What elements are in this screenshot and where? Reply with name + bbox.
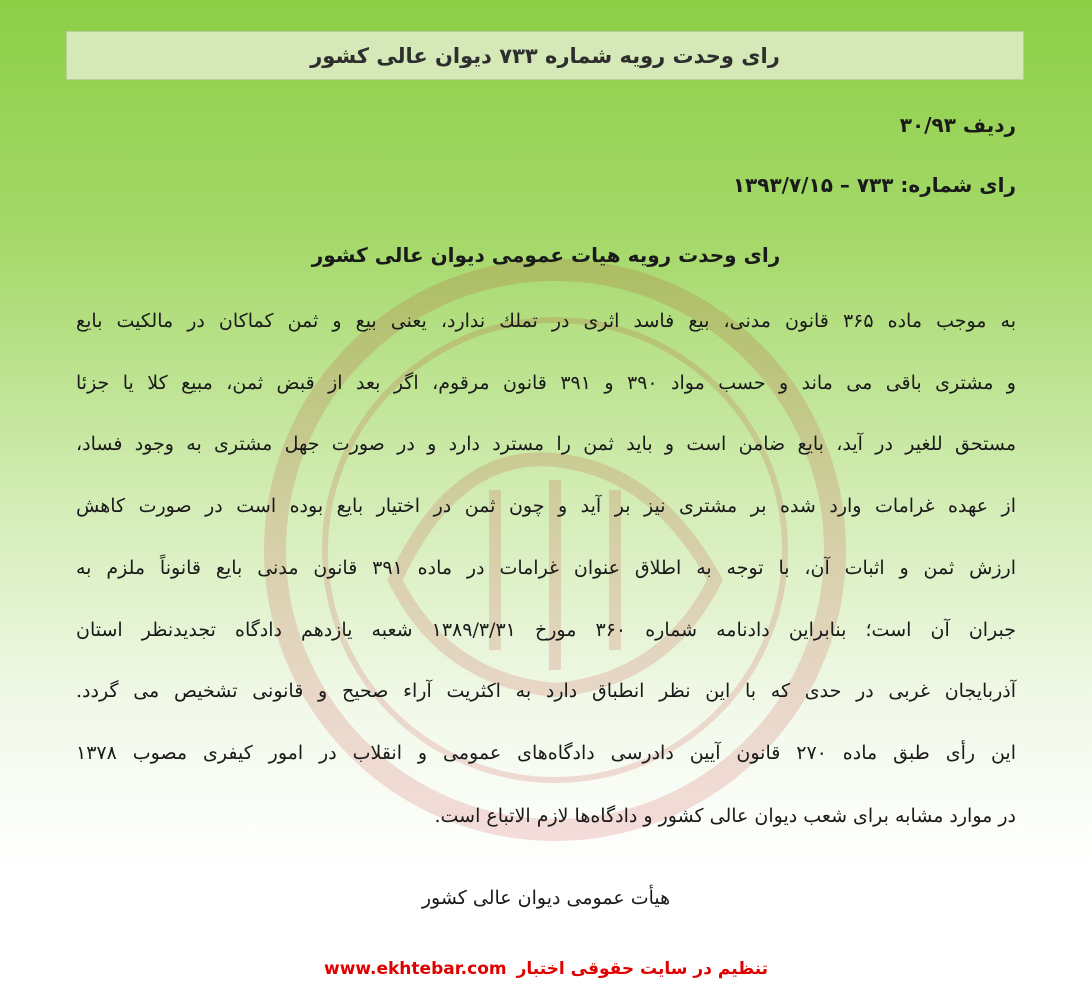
footer-label: تنظیم در سایت حقوقی اختبار: [516, 959, 769, 979]
footer-url-link[interactable]: www.ekhtebar.com: [323, 959, 507, 979]
row-number: ردیف ۳۰/۹۳: [899, 113, 1016, 137]
ruling-heading: رای وحدت رویه هیات عمومی دیوان عالی کشور: [311, 243, 781, 267]
footer-bar: [0, 950, 1092, 988]
signature: هیأت عمومی دیوان عالی کشور: [421, 887, 671, 909]
paragraph-line: ارزش ثمن و اثبات آن، با توجه به اطلاق عنوان غرامات در ماده ۳۹۱ قانون مدنی بایع قانوناً ملزم به: [76, 557, 1016, 579]
paragraph-line: از عهده غرامات وارد شده بر مشتری نیز بر آید و چون ثمن در اختیار بایع بوده است در صورت کاهش: [76, 495, 1016, 517]
paragraph-line: این رأی طبق ماده ۲۷۰ قانون آیین دادرسی دادگاه‌های عمومی و انقلاب در امور کیفری مصوب ۱۳۷۸: [76, 742, 1016, 764]
ruling-number: رای شماره: ۷۳۳ – ۱۳۹۳/۷/۱۵: [732, 173, 1016, 197]
paragraph-line: به موجب ماده ۳۶۵ قانون مدنی، بیع فاسد اثری در تملك ندارد، یعنی بیع و ثمن کماکان در مالکیت بایع: [76, 310, 1016, 332]
paragraph-line: آذربایجان غربی در حدی که با این نظر انطباق دارد به اکثریت آراء صحیح و قانونی تشخیص می گردد.: [76, 680, 1016, 702]
paragraph-line: جبران آن است؛ بنابراین دادنامه شماره ۳۶۰ مورخ ۱۳۸۹/۳/۳۱ شعبه یازدهم دادگاه تجدیدنظر استان: [76, 619, 1017, 641]
paragraph-line: در موارد مشابه برای شعب دیوان عالی کشور و دادگاه‌ها لازم الاتباع است.: [434, 805, 1016, 827]
paragraph-line: و مشتری باقی می ماند و حسب مواد ۳۹۰ و ۳۹۱ قانون مرقوم، اگر بعد از قبض ثمن، مبیع کلا یا جزئا: [76, 372, 1016, 394]
paragraph-line: مستحق للغیر در آید، بایع ضامن است و باید ثمن را مسترد دارد و در صورت جهل مشتری به وجود فساد،: [76, 433, 1016, 455]
document-title: رای وحدت رویه شماره ۷۳۳ دیوان عالی کشور: [310, 43, 780, 68]
